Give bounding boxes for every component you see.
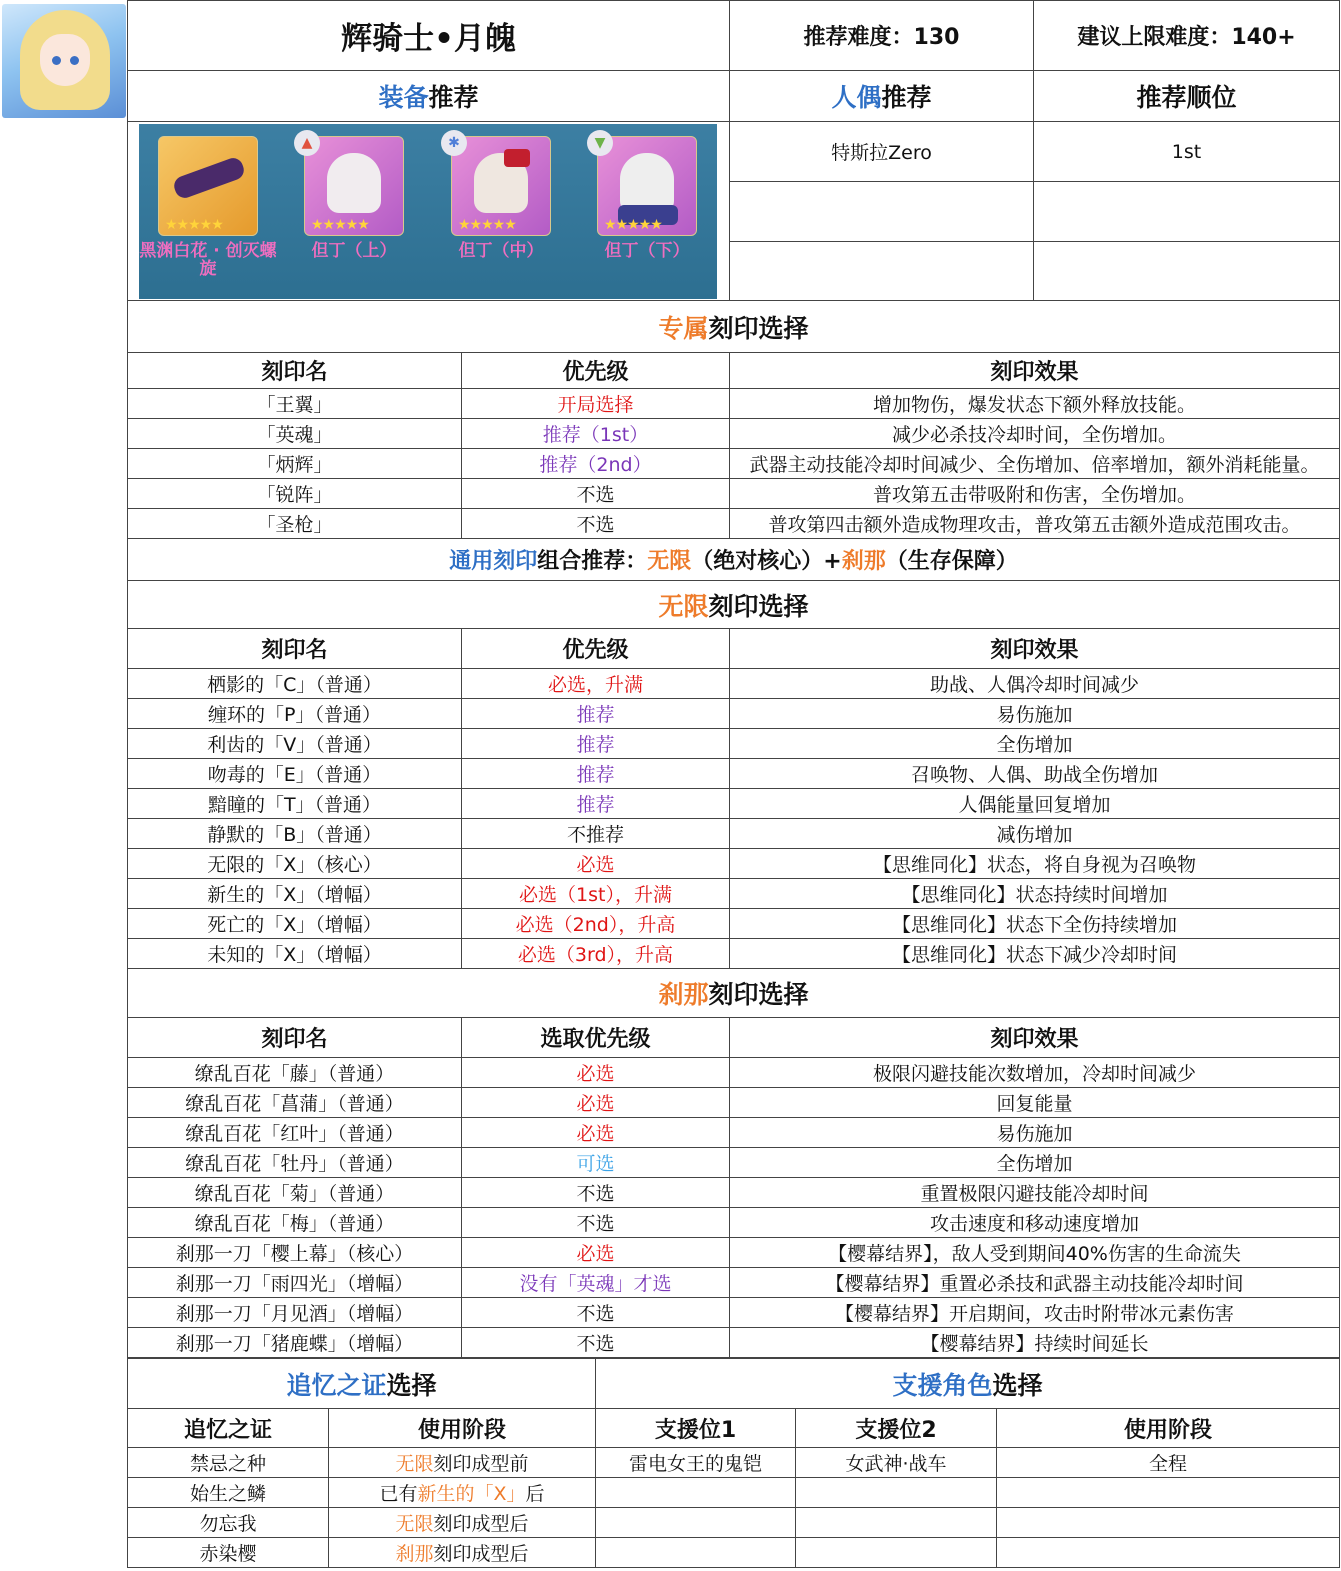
- exclusive-row: [128, 449, 1340, 479]
- instant-row: [128, 1118, 1340, 1148]
- engraving-name: 缭乱百花「藤」（普通）: [128, 1058, 462, 1088]
- engraving-name: 「圣枪」: [128, 509, 462, 539]
- doll-rank: [1034, 242, 1340, 301]
- element-icon: ✱: [441, 130, 467, 156]
- engraving-priority: 不推荐: [462, 819, 730, 849]
- instant-rows: [128, 1058, 1340, 1358]
- engraving-priority: 必选: [462, 1088, 730, 1118]
- engraving-name: 「锐阵」: [128, 479, 462, 509]
- exclusive-row: [128, 389, 1340, 419]
- doll-rank: 1st: [1034, 122, 1340, 182]
- engraving-name: 缭乱百花「红叶」（普通）: [128, 1118, 462, 1148]
- exclusive-row: [128, 419, 1340, 449]
- col-priority: 优先级: [462, 629, 730, 669]
- engraving-effect: 全伤增加: [730, 729, 1340, 759]
- avatar-eye-left: [52, 56, 61, 65]
- engraving-name: 缭乱百花「梅」（普通）: [128, 1208, 462, 1238]
- memory-name: 禁忌之种: [128, 1448, 329, 1478]
- doll-name: 特斯拉Zero: [730, 122, 1034, 182]
- infinity-row: [128, 759, 1340, 789]
- engraving-priority: 开局选择: [462, 389, 730, 419]
- engraving-effect: 人偶能量回复增加: [730, 789, 1340, 819]
- col-priority: 优先级: [462, 353, 730, 389]
- character-title: 辉骑士•月魄: [128, 1, 730, 71]
- support-slot-2: 女武神·战车: [796, 1448, 997, 1478]
- engraving-priority: 不选: [462, 479, 730, 509]
- equipment-card: ★★★★★ ✱ 但丁（中）: [451, 136, 551, 260]
- engraving-priority: 必选（1st），升满: [462, 879, 730, 909]
- engraving-priority: 必选（3rd），升高: [462, 939, 730, 969]
- infinity-rows: [128, 669, 1340, 969]
- equipment-card: ★★★★★ ▼ 但丁（下）: [597, 136, 697, 260]
- support-stage: [997, 1538, 1340, 1568]
- engraving-effect: 重置极限闪避技能冷却时间: [730, 1178, 1340, 1208]
- memory-name: 赤染樱: [128, 1538, 329, 1568]
- stigmata-top-icon: ★★★★★: [304, 136, 404, 236]
- infinity-section-title: 无限刻印选择: [128, 581, 1340, 629]
- engraving-effect: 减伤增加: [730, 819, 1340, 849]
- infinity-row: [128, 729, 1340, 759]
- engraving-effect: 回复能量: [730, 1088, 1340, 1118]
- col-effect: 刻印效果: [730, 1018, 1340, 1058]
- equipment-cell: [128, 122, 730, 301]
- engraving-priority: 不选: [462, 1208, 730, 1238]
- exclusive-row: [128, 509, 1340, 539]
- avatar-eye-right: [70, 56, 79, 65]
- col-pick-priority: 选取优先级: [462, 1018, 730, 1058]
- engraving-priority: 必选: [462, 849, 730, 879]
- instant-row: [128, 1298, 1340, 1328]
- engraving-priority: 推荐: [462, 699, 730, 729]
- support-slot-1: [596, 1538, 796, 1568]
- engraving-priority: 推荐: [462, 729, 730, 759]
- stigmata-bottom-icon: ★★★★★: [597, 136, 697, 236]
- col-effect: 刻印效果: [730, 353, 1340, 389]
- engraving-priority: 必选: [462, 1118, 730, 1148]
- avatar-face: [40, 34, 90, 86]
- engraving-effect: 【思维同化】状态下全伤持续增加: [730, 909, 1340, 939]
- engraving-priority: 推荐: [462, 759, 730, 789]
- infinity-row: [128, 849, 1340, 879]
- memory-section-title: 追忆之证选择: [128, 1359, 596, 1409]
- engraving-effect: 武器主动技能冷却时间减少、全伤增加、倍率增加，额外消耗能量。: [730, 449, 1340, 479]
- engraving-name: 吻毒的「E」（普通）: [128, 759, 462, 789]
- memory-support-row: [128, 1448, 1340, 1478]
- equipment-panel: [139, 124, 717, 299]
- support-slot-2: [796, 1508, 997, 1538]
- engraving-priority: 没有「英魂」才选: [462, 1268, 730, 1298]
- weapon-icon: ★★★★★: [158, 136, 258, 236]
- doll-name: [730, 182, 1034, 242]
- instant-row: [128, 1208, 1340, 1238]
- engraving-name: 新生的「X」（增幅）: [128, 879, 462, 909]
- col-memory-stage: 使用阶段: [329, 1409, 596, 1448]
- top-table: [127, 0, 1340, 301]
- max-difficulty: 建议上限难度：140+: [1034, 1, 1340, 71]
- memory-stage: 刹那刻印成型后: [329, 1538, 596, 1568]
- memory-name: 始生之鳞: [128, 1478, 329, 1508]
- engraving-name: 缠环的「P」（普通）: [128, 699, 462, 729]
- memory-name: 勿忘我: [128, 1508, 329, 1538]
- engraving-priority: 必选: [462, 1238, 730, 1268]
- engraving-priority: 推荐（1st）: [462, 419, 730, 449]
- support-slot-1: [596, 1508, 796, 1538]
- engraving-effect: 【樱幕结界】重置必杀技和武器主动技能冷却时间: [730, 1268, 1340, 1298]
- engraving-name: 缭乱百花「菊」（普通）: [128, 1178, 462, 1208]
- stigmata-mid-icon: ★★★★★: [451, 136, 551, 236]
- support-slot-2: [796, 1478, 997, 1508]
- engraving-priority: 不选: [462, 1298, 730, 1328]
- engraving-effect: 全伤增加: [730, 1148, 1340, 1178]
- engraving-effect: 【思维同化】状态，将自身视为召唤物: [730, 849, 1340, 879]
- support-slot-1: [596, 1478, 796, 1508]
- bottom-table: [127, 1358, 1340, 1568]
- memory-support-rows: [128, 1448, 1340, 1568]
- engraving-name: 无限的「X」（核心）: [128, 849, 462, 879]
- engraving-effect: 【樱幕结界】，敌人受到期间40%伤害的生命流失: [730, 1238, 1340, 1268]
- engraving-name: 刹那一刀「樱上幕」（核心）: [128, 1238, 462, 1268]
- engraving-effect: 攻击速度和移动速度增加: [730, 1208, 1340, 1238]
- col-effect: 刻印效果: [730, 629, 1340, 669]
- infinity-row: [128, 699, 1340, 729]
- doll-name: [730, 242, 1034, 301]
- infinity-row: [128, 819, 1340, 849]
- element-icon: ▲: [294, 130, 320, 156]
- support-stage: 全程: [997, 1448, 1340, 1478]
- engraving-effect: 召唤物、人偶、助战全伤增加: [730, 759, 1340, 789]
- infinity-row: [128, 939, 1340, 969]
- engraving-effect: 易伤施加: [730, 1118, 1340, 1148]
- element-icon: ▼: [587, 130, 613, 156]
- instant-row: [128, 1268, 1340, 1298]
- support-section-title: 支援角色选择: [596, 1359, 1340, 1409]
- engraving-name: 「英魂」: [128, 419, 462, 449]
- col-name: 刻印名: [128, 629, 462, 669]
- support-slot-2: [796, 1538, 997, 1568]
- support-slot-1: 雷电女王的鬼铠: [596, 1448, 796, 1478]
- equipment-card: ★★★★★ 黑渊白花 · 创灭螺旋: [158, 136, 258, 278]
- engraving-name: 「王翼」: [128, 389, 462, 419]
- combo-recommendation: 通用刻印组合推荐：无限（绝对核心）+刹那（生存保障）: [128, 539, 1340, 581]
- engraving-priority: 推荐: [462, 789, 730, 819]
- engraving-priority: 推荐（2nd）: [462, 449, 730, 479]
- engraving-effect: 普攻第四击额外造成物理攻击，普攻第五击额外造成范围攻击。: [730, 509, 1340, 539]
- engraving-priority: 不选: [462, 1328, 730, 1358]
- exclusive-section-title: 专属刻印选择: [128, 301, 1340, 353]
- engraving-name: 未知的「X」（增幅）: [128, 939, 462, 969]
- exclusive-rows: [128, 389, 1340, 539]
- engraving-effect: 普攻第五击带吸附和伤害，全伤增加。: [730, 479, 1340, 509]
- col-name: 刻印名: [128, 353, 462, 389]
- engraving-effect: 极限闪避技能次数增加，冷却时间减少: [730, 1058, 1340, 1088]
- instant-row: [128, 1058, 1340, 1088]
- engraving-effect: 增加物伤，爆发状态下额外释放技能。: [730, 389, 1340, 419]
- exclusive-row: [128, 479, 1340, 509]
- engraving-name: 刹那一刀「月见酒」（增幅）: [128, 1298, 462, 1328]
- engraving-priority: 可选: [462, 1148, 730, 1178]
- equipment-header: 装备推荐: [128, 71, 730, 122]
- engraving-name: 缭乱百花「牡丹」（普通）: [128, 1148, 462, 1178]
- engraving-name: 缭乱百花「菖蒲」（普通）: [128, 1088, 462, 1118]
- engraving-name: 死亡的「X」（增幅）: [128, 909, 462, 939]
- engraving-name: 黯瞳的「T」（普通）: [128, 789, 462, 819]
- engraving-name: 栖影的「C」（普通）: [128, 669, 462, 699]
- infinity-row: [128, 789, 1340, 819]
- doll-rank: [1034, 182, 1340, 242]
- engraving-effect: 【思维同化】状态下减少冷却时间: [730, 939, 1340, 969]
- col-support-stage: 使用阶段: [997, 1409, 1340, 1448]
- engraving-priority: 不选: [462, 1178, 730, 1208]
- engraving-priority: 必选，升满: [462, 669, 730, 699]
- memory-support-row: [128, 1538, 1340, 1568]
- engraving-name: 利齿的「V」（普通）: [128, 729, 462, 759]
- doll-header: 人偶推荐: [730, 71, 1034, 122]
- col-name: 刻印名: [128, 1018, 462, 1058]
- memory-stage: 已有新生的「X」后: [329, 1478, 596, 1508]
- instant-row: [128, 1148, 1340, 1178]
- col-support-1: 支援位1: [596, 1409, 796, 1448]
- memory-stage: 无限刻印成型后: [329, 1508, 596, 1538]
- memory-support-row: [128, 1478, 1340, 1508]
- engraving-effect: 助战、人偶冷却时间减少: [730, 669, 1340, 699]
- engraving-priority: 必选（2nd），升高: [462, 909, 730, 939]
- infinity-row: [128, 909, 1340, 939]
- recommended-difficulty: 推荐难度：130: [730, 1, 1034, 71]
- support-stage: [997, 1508, 1340, 1538]
- engraving-name: 刹那一刀「猪鹿蝶」（增幅）: [128, 1328, 462, 1358]
- equipment-card: ★★★★★ ▲ 但丁（上）: [304, 136, 404, 260]
- engraving-name: 刹那一刀「雨四光」（增幅）: [128, 1268, 462, 1298]
- memory-support-row: [128, 1508, 1340, 1538]
- engraving-effect: 【樱幕结界】开启期间，攻击时附带冰元素伤害: [730, 1298, 1340, 1328]
- engraving-priority: 不选: [462, 509, 730, 539]
- engraving-effect: 易伤施加: [730, 699, 1340, 729]
- instant-row: [128, 1328, 1340, 1358]
- engraving-effect: 【樱幕结界】持续时间延长: [730, 1328, 1340, 1358]
- engraving-effect: 减少必杀技冷却时间，全伤增加。: [730, 419, 1340, 449]
- engraving-name: 「炳辉」: [128, 449, 462, 479]
- instant-row: [128, 1088, 1340, 1118]
- engraving-name: 静默的「B」（普通）: [128, 819, 462, 849]
- support-stage: [997, 1478, 1340, 1508]
- engraving-priority: 必选: [462, 1058, 730, 1088]
- instant-section-title: 刹那刻印选择: [128, 969, 1340, 1018]
- engraving-table: [127, 300, 1340, 1358]
- character-avatar: [2, 4, 126, 118]
- instant-row: [128, 1178, 1340, 1208]
- instant-row: [128, 1238, 1340, 1268]
- rank-header: 推荐顺位: [1034, 71, 1340, 122]
- infinity-row: [128, 669, 1340, 699]
- col-support-2: 支援位2: [796, 1409, 997, 1448]
- engraving-effect: 【思维同化】状态持续时间增加: [730, 879, 1340, 909]
- memory-stage: 无限刻印成型前: [329, 1448, 596, 1478]
- infinity-row: [128, 879, 1340, 909]
- col-memory: 追忆之证: [128, 1409, 329, 1448]
